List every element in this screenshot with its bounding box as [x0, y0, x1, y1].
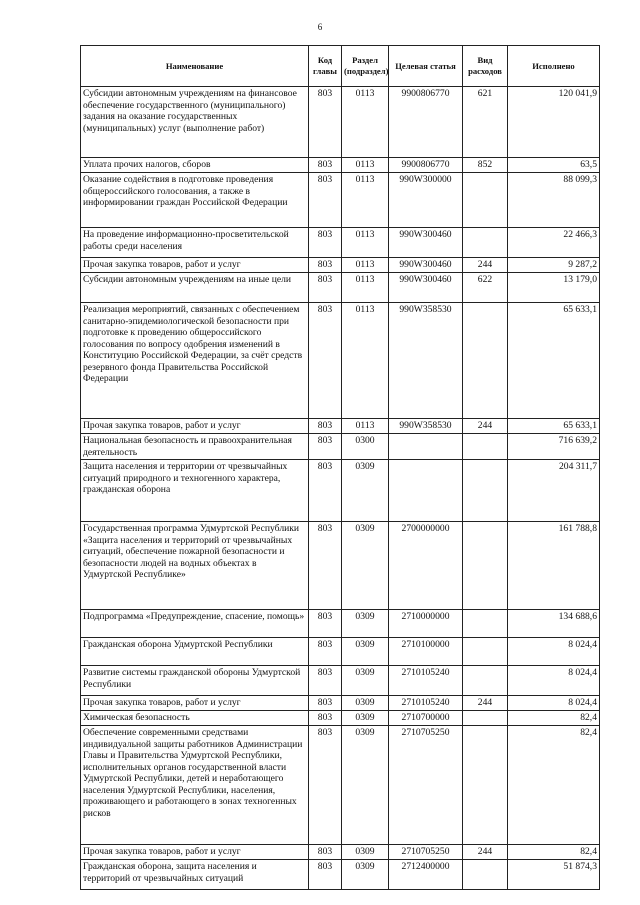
row-expense-type — [463, 434, 508, 460]
row-amount: 82,4 — [508, 845, 600, 860]
row-code: 803 — [309, 273, 342, 303]
row-amount: 65 633,1 — [508, 303, 600, 419]
row-code: 803 — [309, 303, 342, 419]
row-section: 0309 — [342, 845, 389, 860]
row-section: 0309 — [342, 522, 389, 610]
row-section: 0309 — [342, 610, 389, 638]
row-code: 803 — [309, 258, 342, 273]
row-section: 0309 — [342, 696, 389, 711]
table-row — [81, 638, 600, 666]
table-row — [81, 845, 600, 860]
row-section: 0113 — [342, 273, 389, 303]
row-article: 9900806770 — [389, 87, 463, 158]
row-expense-type — [463, 522, 508, 610]
row-amount: 13 179,0 — [508, 273, 600, 303]
row-amount: 134 688,6 — [508, 610, 600, 638]
row-amount: 51 874,3 — [508, 860, 600, 890]
row-amount: 161 788,8 — [508, 522, 600, 610]
row-amount: 65 633,1 — [508, 419, 600, 434]
row-article: 990W300000 — [389, 173, 463, 228]
row-article: 2710700000 — [389, 711, 463, 726]
row-expense-type: 244 — [463, 845, 508, 860]
row-expense-type — [463, 303, 508, 419]
table-row — [81, 87, 600, 158]
table-row — [81, 522, 600, 610]
header-name: Наименование — [81, 46, 309, 87]
table-row — [81, 610, 600, 638]
table-header-row — [81, 46, 600, 87]
row-amount: 88 099,3 — [508, 173, 600, 228]
row-expense-type: 244 — [463, 258, 508, 273]
row-article: 2710105240 — [389, 666, 463, 696]
header-expense-type: Вид расходов — [463, 46, 508, 87]
row-article: 2710000000 — [389, 610, 463, 638]
table-row — [81, 434, 600, 460]
row-article: 2712400000 — [389, 860, 463, 890]
table-body — [81, 87, 600, 890]
row-article: 9900806770 — [389, 158, 463, 173]
row-amount: 82,4 — [508, 711, 600, 726]
row-name: Прочая закупка товаров, работ и услуг — [81, 696, 309, 711]
row-amount: 716 639,2 — [508, 434, 600, 460]
header-code: Код главы — [309, 46, 342, 87]
row-code: 803 — [309, 726, 342, 845]
row-name: Субсидии автономным учреждениям на финансовое обеспечение государственного (муниципального) задания на оказание государственных (муниципальных) услуг (выполнение работ) — [81, 87, 309, 158]
row-code: 803 — [309, 666, 342, 696]
row-article: 990W300460 — [389, 273, 463, 303]
row-name: Обеспечение современными средствами индивидуальной защиты работников Администрации Главы и Правительства Удмуртской Республики, исполнительных органов государственной власти Удмуртской Республики, детей и неработающего населения Удмуртской Республики, населения, проживающего и работающего в зонах техногенных рисков — [81, 726, 309, 845]
page-number: 6 — [317, 22, 323, 32]
table-row — [81, 273, 600, 303]
row-article: 990W300460 — [389, 258, 463, 273]
row-article: 2700000000 — [389, 522, 463, 610]
row-code: 803 — [309, 434, 342, 460]
row-name: Уплата прочих налогов, сборов — [81, 158, 309, 173]
row-expense-type: 244 — [463, 696, 508, 711]
table-row — [81, 258, 600, 273]
header-article: Целевая статья — [389, 46, 463, 87]
row-section: 0309 — [342, 711, 389, 726]
row-section: 0113 — [342, 303, 389, 419]
row-article: 2710705250 — [389, 845, 463, 860]
table-row — [81, 228, 600, 258]
row-code: 803 — [309, 460, 342, 522]
row-section: 0113 — [342, 258, 389, 273]
row-code: 803 — [309, 522, 342, 610]
row-name: Субсидии автономным учреждениям на иные цели — [81, 273, 309, 303]
row-amount: 9 287,2 — [508, 258, 600, 273]
row-article: 2710705250 — [389, 726, 463, 845]
table-row — [81, 860, 600, 890]
table-row — [81, 696, 600, 711]
row-section: 0309 — [342, 726, 389, 845]
row-expense-type — [463, 726, 508, 845]
row-name: Химическая безопасность — [81, 711, 309, 726]
row-article: 990W358530 — [389, 419, 463, 434]
row-amount: 204 311,7 — [508, 460, 600, 522]
row-section: 0113 — [342, 87, 389, 158]
row-section: 0113 — [342, 158, 389, 173]
row-amount: 82,4 — [508, 726, 600, 845]
row-code: 803 — [309, 860, 342, 890]
row-article: 2710100000 — [389, 638, 463, 666]
row-section: 0309 — [342, 460, 389, 522]
row-code: 803 — [309, 228, 342, 258]
row-expense-type: 621 — [463, 87, 508, 158]
table-row — [81, 726, 600, 845]
row-section: 0309 — [342, 638, 389, 666]
row-section: 0113 — [342, 173, 389, 228]
row-expense-type — [463, 228, 508, 258]
header-section: Раздел (подраздел) — [342, 46, 389, 87]
row-name: Гражданская оборона, защита населения и территорий от чрезвычайных ситуаций — [81, 860, 309, 890]
table-row — [81, 666, 600, 696]
row-article: 2710105240 — [389, 696, 463, 711]
row-expense-type — [463, 173, 508, 228]
budget-execution-table — [80, 45, 600, 890]
table-row — [81, 173, 600, 228]
row-section: 0309 — [342, 666, 389, 696]
row-name: Прочая закупка товаров, работ и услуг — [81, 258, 309, 273]
row-expense-type — [463, 711, 508, 726]
row-expense-type: 244 — [463, 419, 508, 434]
row-code: 803 — [309, 173, 342, 228]
row-section: 0300 — [342, 434, 389, 460]
row-name: Подпрограмма «Предупреждение, спасение, помощь» — [81, 610, 309, 638]
row-name: Защита населения и территории от чрезвычайных ситуаций природного и техногенного характера, гражданская оборона — [81, 460, 309, 522]
row-amount: 63,5 — [508, 158, 600, 173]
row-code: 803 — [309, 610, 342, 638]
row-name: Прочая закупка товаров, работ и услуг — [81, 845, 309, 860]
row-name: Реализация мероприятий, связанных с обеспечением санитарно-эпидемиологической безопасности при подготовке к проведению общероссийского голосования по вопросу одобрения изменений в Конституцию Российской Федерации, за счёт средств резервного фонда Правительства Российской Федерации — [81, 303, 309, 419]
row-name: Прочая закупка товаров, работ и услуг — [81, 419, 309, 434]
row-expense-type — [463, 638, 508, 666]
table-row — [81, 158, 600, 173]
row-name: На проведение информационно-просветительской работы среди населения — [81, 228, 309, 258]
row-code: 803 — [309, 419, 342, 434]
row-code: 803 — [309, 845, 342, 860]
row-section: 0309 — [342, 860, 389, 890]
table-row — [81, 419, 600, 434]
row-expense-type: 622 — [463, 273, 508, 303]
table-row — [81, 303, 600, 419]
row-section: 0113 — [342, 419, 389, 434]
row-code: 803 — [309, 638, 342, 666]
table-row — [81, 460, 600, 522]
row-amount: 8 024,4 — [508, 638, 600, 666]
row-amount: 120 041,9 — [508, 87, 600, 158]
row-article: 990W358530 — [389, 303, 463, 419]
row-code: 803 — [309, 87, 342, 158]
header-amount: Исполнено — [508, 46, 600, 87]
row-expense-type — [463, 460, 508, 522]
row-expense-type — [463, 860, 508, 890]
row-code: 803 — [309, 158, 342, 173]
row-name: Развитие системы гражданской обороны Удмуртской Республики — [81, 666, 309, 696]
row-name: Национальная безопасность и правоохранительная деятельность — [81, 434, 309, 460]
row-amount: 8 024,4 — [508, 696, 600, 711]
row-code: 803 — [309, 711, 342, 726]
row-name: Оказание содействия в подготовке проведения общероссийского голосования, а также в информировании граждан Российской Федерации — [81, 173, 309, 228]
row-code: 803 — [309, 696, 342, 711]
row-expense-type — [463, 666, 508, 696]
row-name: Государственная программа Удмуртской Республики «Защита населения и территорий от чрезвычайных ситуаций, обеспечение пожарной безопасности и безопасности людей на водных объектах в Удмуртской Республике» — [81, 522, 309, 610]
row-amount: 8 024,4 — [508, 666, 600, 696]
row-section: 0113 — [342, 228, 389, 258]
row-amount: 22 466,3 — [508, 228, 600, 258]
table-row — [81, 711, 600, 726]
row-expense-type — [463, 610, 508, 638]
row-name: Гражданская оборона Удмуртской Республики — [81, 638, 309, 666]
row-article — [389, 460, 463, 522]
row-article — [389, 434, 463, 460]
row-expense-type: 852 — [463, 158, 508, 173]
row-article: 990W300460 — [389, 228, 463, 258]
